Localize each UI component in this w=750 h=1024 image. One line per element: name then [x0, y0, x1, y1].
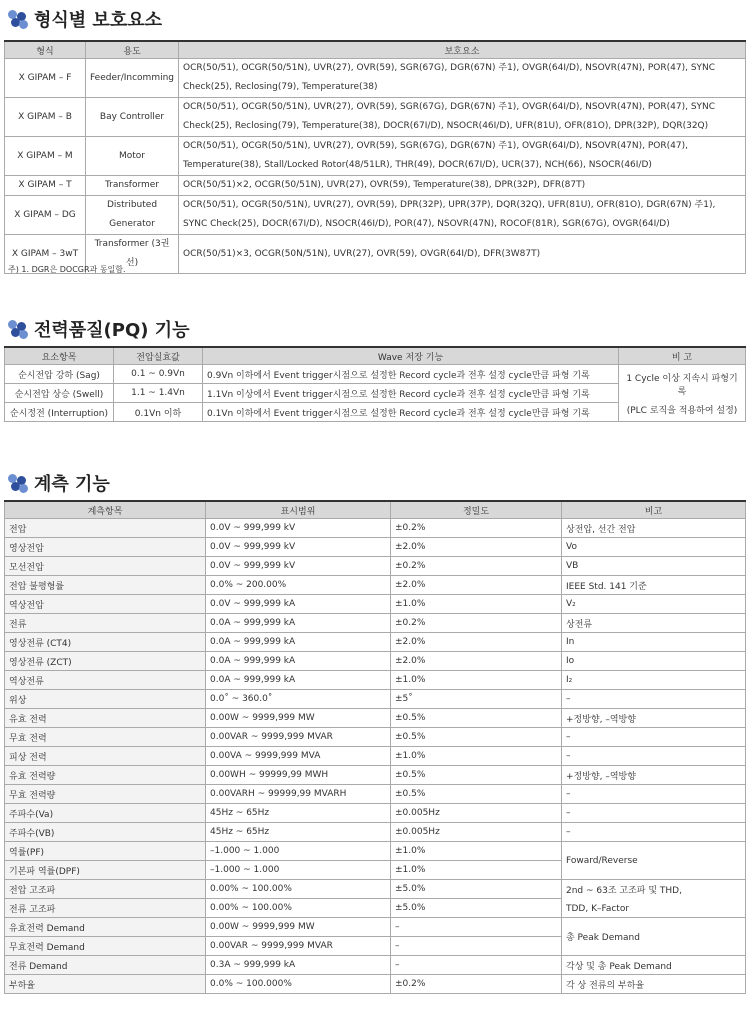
- cell: 0.0V ~ 999,999 kV: [206, 557, 391, 576]
- col-header: Wave 저장 기능: [203, 347, 619, 365]
- cell: 0.00VARH ~ 99999,99 MVARH: [206, 785, 391, 804]
- table-row: [5, 652, 746, 671]
- cell: 0.0˚ ~ 360.0˚: [206, 690, 391, 709]
- cell: 무효전력 Demand: [5, 937, 206, 956]
- cell: 0.0V ~ 999,999 kV: [206, 519, 391, 538]
- table-row: [5, 709, 746, 728]
- col-header: 용도: [86, 41, 179, 59]
- cell: 0.1 ~ 0.9Vn: [114, 365, 203, 384]
- cell: –: [562, 823, 746, 842]
- cell: OCR(50/51)×2, OCGR(50/51N), UVR(27), OVR(59), Temperature(38), DPR(32P), DFR(87T): [179, 176, 746, 196]
- col-header: 비고: [562, 501, 746, 519]
- table-row: [5, 576, 746, 595]
- cell: –: [391, 956, 562, 975]
- section-title-text: 전력품질(PQ) 기능: [34, 320, 190, 341]
- table-row: [5, 176, 746, 196]
- cell: 영상전압: [5, 538, 206, 557]
- cell: V₂: [562, 595, 746, 614]
- cell-line: TDD, K–Factor: [566, 904, 630, 914]
- cell: 모선전압: [5, 557, 206, 576]
- cell: 전류 고조파: [5, 899, 206, 918]
- cell: X GIPAM – T: [5, 176, 86, 196]
- cell: 1.1Vn 이상에서 Event trigger시점으로 설정한 Record cycle과 전후 설정 cycle만큼 파형 기록: [203, 384, 619, 403]
- cell: Feeder/Incomming: [86, 59, 179, 98]
- table-row: [5, 956, 746, 975]
- cell: 0.1Vn 이하: [114, 403, 203, 422]
- cell: Transformer (3권선): [86, 235, 179, 274]
- cell: ±2.0%: [391, 576, 562, 595]
- cell: 0.00VA ~ 9999,999 MVA: [206, 747, 391, 766]
- brand-dots-icon: [8, 10, 28, 28]
- table-row: [5, 975, 746, 994]
- cell: 0.00WH ~ 99999,99 MWH: [206, 766, 391, 785]
- table-row: [5, 614, 746, 633]
- cell: 0.0V ~ 999,999 kA: [206, 595, 391, 614]
- cell: 0.00W ~ 9999,999 MW: [206, 709, 391, 728]
- cell: Transformer: [86, 176, 179, 196]
- cell: 0.0A ~ 999,999 kA: [206, 614, 391, 633]
- cell: 순시전압 강하 (Sag): [5, 365, 114, 384]
- cell: X GIPAM – 3wT: [5, 235, 86, 274]
- cell: –: [562, 785, 746, 804]
- cell: 피상 전력: [5, 747, 206, 766]
- cell: Motor: [86, 137, 179, 176]
- cell: In: [562, 633, 746, 652]
- table-row: [5, 557, 746, 576]
- footnote: 주) 1. DGR은 DOCGR과 동일함.: [8, 265, 126, 274]
- cell: X GIPAM – B: [5, 98, 86, 137]
- brand-dots-icon: [8, 474, 28, 492]
- table-row: [5, 785, 746, 804]
- cell: X GIPAM – DG: [5, 196, 86, 235]
- cell: 상전압, 선간 전압: [562, 519, 746, 538]
- cell: 0.3A ~ 999,999 kA: [206, 956, 391, 975]
- cell: 영상전류 (ZCT): [5, 652, 206, 671]
- table-row: [5, 728, 746, 747]
- col-header: 비 고: [619, 347, 746, 365]
- cell: +정방향, –역방향: [562, 766, 746, 785]
- cell: OCR(50/51), OCGR(50/51N), UVR(27), OVR(59), SGR(67G), DGR(67N) 주1), OVGR(64I/D), NSOVR(47N), POR(47), SYNC Check(25), Reclosing(79), Temperature(38), DOCR(67I/D), NSOCR(46I/D), UFR(81U), OFR(81O), DPR(32P), DQR(32Q): [179, 98, 746, 137]
- cell: 영상전류 (CT4): [5, 633, 206, 652]
- cell: ±0.005Hz: [391, 823, 562, 842]
- table-row: [5, 823, 746, 842]
- cell: ±1.0%: [391, 671, 562, 690]
- table-row: [5, 766, 746, 785]
- cell: –1.000 ~ 1.000: [206, 861, 391, 880]
- table-row: [5, 595, 746, 614]
- cell: –1.000 ~ 1.000: [206, 842, 391, 861]
- cell: I₂: [562, 671, 746, 690]
- remark-line: (PLC 로직을 적용하여 설정): [626, 405, 738, 416]
- section-title-metering: [8, 470, 110, 496]
- cell: 0.00VAR ~ 9999,999 MVAR: [206, 937, 391, 956]
- cell: ±2.0%: [391, 652, 562, 671]
- cell: ±0.005Hz: [391, 804, 562, 823]
- pq-table: [4, 346, 746, 422]
- section-title-text: 계측 기능: [34, 474, 110, 495]
- cell: +정방향, –역방향: [562, 709, 746, 728]
- table-row: [5, 671, 746, 690]
- cell: X GIPAM – F: [5, 59, 86, 98]
- cell: ±1.0%: [391, 747, 562, 766]
- remark-cell: [619, 365, 746, 422]
- cell: ±0.2%: [391, 519, 562, 538]
- cell: 1.1 ~ 1.4Vn: [114, 384, 203, 403]
- cell: 0.00% ~ 100.00%: [206, 899, 391, 918]
- cell: ±0.2%: [391, 557, 562, 576]
- table-row: [5, 98, 746, 137]
- cell: Foward/Reverse: [562, 842, 746, 880]
- cell: 무효 전력: [5, 728, 206, 747]
- cell: [562, 880, 746, 918]
- cell: 전압 불평형률: [5, 576, 206, 595]
- section-title-text: 형식별 보호요소: [34, 10, 162, 31]
- cell: 기본파 역률(DPF): [5, 861, 206, 880]
- cell: 0.00% ~ 100.00%: [206, 880, 391, 899]
- cell: 총 Peak Demand: [562, 918, 746, 956]
- table-row: [5, 747, 746, 766]
- cell: 0.9Vn 이하에서 Event trigger시점으로 설정한 Record cycle과 전후 설정 cycle만큼 파형 기록: [203, 365, 619, 384]
- cell: ±2.0%: [391, 633, 562, 652]
- cell: ±5.0%: [391, 880, 562, 899]
- cell: ±5.0%: [391, 899, 562, 918]
- cell: 역상전류: [5, 671, 206, 690]
- cell: Bay Controller: [86, 98, 179, 137]
- cell: 각 상 전류의 부하율: [562, 975, 746, 994]
- cell: –: [391, 918, 562, 937]
- cell: 0.0% ~ 200.00%: [206, 576, 391, 595]
- cell: 유효 전력: [5, 709, 206, 728]
- cell: 0.00W ~ 9999,999 MW: [206, 918, 391, 937]
- cell: 유효전력 Demand: [5, 918, 206, 937]
- table-row: [5, 918, 746, 937]
- table-row: [5, 842, 746, 861]
- cell: 전류 Demand: [5, 956, 206, 975]
- cell: 상전류: [562, 614, 746, 633]
- cell: 0.0% ~ 100.000%: [206, 975, 391, 994]
- cell: X GIPAM – M: [5, 137, 86, 176]
- brand-dots-icon: [8, 320, 28, 338]
- col-header: 표시범위: [206, 501, 391, 519]
- cell: 역상전압: [5, 595, 206, 614]
- col-header: 정밀도: [391, 501, 562, 519]
- cell: 주파수(VB): [5, 823, 206, 842]
- cell: OCR(50/51), OCGR(50/51N), UVR(27), OVR(59), DPR(32P), UPR(37P), DQR(32Q), UFR(81U), OFR(81O), DGR(67N) 주1), SYNC Check(25), DOCR(67I/D), NSOCR(46I/D), POR(47), NSOVR(47N), ROCOF(81R), SGR(67G), OVGR(64I/D): [179, 196, 746, 235]
- table-row: [5, 633, 746, 652]
- remark-line: 1 Cycle 이상 지속시 파형기록: [626, 373, 738, 397]
- cell: 역률(PF): [5, 842, 206, 861]
- cell: 45Hz ~ 65Hz: [206, 823, 391, 842]
- cell: –: [562, 690, 746, 709]
- cell: 0.0A ~ 999,999 kA: [206, 652, 391, 671]
- col-header: 계측항목: [5, 501, 206, 519]
- cell: 순시정전 (Interruption): [5, 403, 114, 422]
- cell: –: [391, 937, 562, 956]
- cell: 전압: [5, 519, 206, 538]
- cell: 무효 전력량: [5, 785, 206, 804]
- table-row: [5, 196, 746, 235]
- col-header: 보호요소: [179, 41, 746, 59]
- cell: 45Hz ~ 65Hz: [206, 804, 391, 823]
- cell: ±2.0%: [391, 538, 562, 557]
- cell: ±0.5%: [391, 785, 562, 804]
- cell: ±5˚: [391, 690, 562, 709]
- cell: 위상: [5, 690, 206, 709]
- table-row: [5, 59, 746, 98]
- cell: 0.0A ~ 999,999 kA: [206, 633, 391, 652]
- cell: –: [562, 728, 746, 747]
- cell: OCR(50/51), OCGR(50/51N), UVR(27), OVR(59), SGR(67G), DGR(67N) 주1), OVGR(64I/D), NSOVR(47N), POR(47), SYNC Check(25), Reclosing(79), Temperature(38): [179, 59, 746, 98]
- cell: 0.00VAR ~ 9999,999 MVAR: [206, 728, 391, 747]
- cell: IEEE Std. 141 기준: [562, 576, 746, 595]
- table-row: [5, 538, 746, 557]
- cell: 전압 고조파: [5, 880, 206, 899]
- table-row: [5, 880, 746, 899]
- protection-table: [4, 40, 746, 274]
- cell: 각상 및 총 Peak Demand: [562, 956, 746, 975]
- cell: ±0.5%: [391, 766, 562, 785]
- cell: Distributed Generator: [86, 196, 179, 235]
- cell: ±0.2%: [391, 614, 562, 633]
- cell: ±1.0%: [391, 861, 562, 880]
- cell: 주파수(Va): [5, 804, 206, 823]
- col-header: 형식: [5, 41, 86, 59]
- col-header: 요소항목: [5, 347, 114, 365]
- cell: 부하율: [5, 975, 206, 994]
- cell-line: 2nd ~ 63조 고조파 및 THD,: [566, 886, 682, 896]
- cell: ±0.5%: [391, 728, 562, 747]
- cell: 순시전압 상승 (Swell): [5, 384, 114, 403]
- section-title-pq: [8, 316, 190, 342]
- col-header: 전압실효값: [114, 347, 203, 365]
- table-row: [5, 137, 746, 176]
- cell: –: [562, 804, 746, 823]
- cell: VB: [562, 557, 746, 576]
- cell: 0.1Vn 이하에서 Event trigger시점으로 설정한 Record cycle과 전후 설정 cycle만큼 파형 기록: [203, 403, 619, 422]
- cell: ±0.2%: [391, 975, 562, 994]
- table-row: [5, 804, 746, 823]
- cell: Vo: [562, 538, 746, 557]
- cell: 0.0A ~ 999,999 kA: [206, 671, 391, 690]
- cell: OCR(50/51), OCGR(50/51N), UVR(27), OVR(59), SGR(67G), DGR(67N) 주1), OVGR(64I/D), NSOVR(47N), POR(47), Temperature(38), Stall/Locked Rotor(48/51LR), THR(49), DOCR(67I/D), UCR(37), NCH(66), NSOCR(46I/D): [179, 137, 746, 176]
- table-row: [5, 690, 746, 709]
- cell: OCR(50/51)×3, OCGR(50N/51N), UVR(27), OVR(59), OVGR(64I/D), DFR(3W87T): [179, 235, 746, 274]
- cell: ±1.0%: [391, 842, 562, 861]
- cell: Io: [562, 652, 746, 671]
- table-row: [5, 519, 746, 538]
- metering-table: [4, 500, 746, 994]
- cell: 0.0V ~ 999,999 kV: [206, 538, 391, 557]
- cell: ±0.5%: [391, 709, 562, 728]
- cell: –: [562, 747, 746, 766]
- section-title-protection: [8, 6, 162, 32]
- cell: 유효 전력량: [5, 766, 206, 785]
- cell: 전류: [5, 614, 206, 633]
- cell: ±1.0%: [391, 595, 562, 614]
- table-row: [5, 365, 746, 384]
